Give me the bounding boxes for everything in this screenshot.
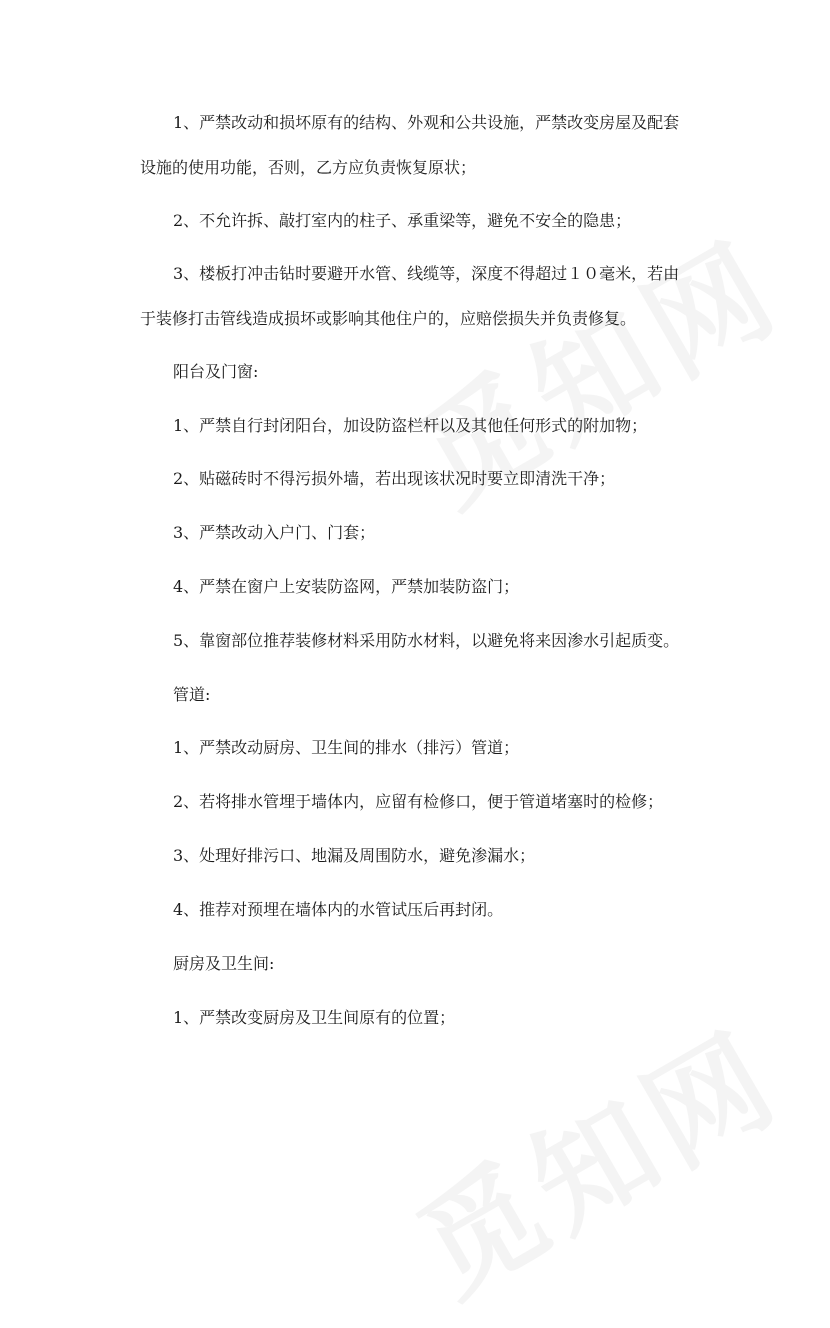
rule-drilling-line-1: 3、楼板打冲击钻时要避开水管、线缆等，深度不得超过１０毫米，若由 xyxy=(173,264,680,283)
section-heading-kitchen: 厨房及卫生间: xyxy=(173,954,275,973)
rule-drilling-line-2: 于装修打击管线造成损坏或影响其他住户的，应赔偿损失并负责修复。 xyxy=(140,309,637,328)
pipe-rule-4: 4、推荐对预埋在墙体内的水管试压后再封闭。 xyxy=(173,900,504,919)
balcony-rule-3: 3、严禁改动入户门、门套； xyxy=(173,523,376,542)
section-heading-balcony: 阳台及门窗: xyxy=(173,362,259,381)
rule-structure-line-1: 1、严禁改动和损坏原有的结构、外观和公共设施，严禁改变房屋及配套 xyxy=(173,113,680,132)
balcony-rule-4: 4、严禁在窗户上安装防盗网，严禁加装防盗门； xyxy=(173,577,520,596)
pipe-rule-2: 2、若将排水管埋于墙体内，应留有检修口，便于管道堵塞时的检修； xyxy=(173,792,664,811)
kitchen-rule-1: 1、严禁改变厨房及卫生间原有的位置； xyxy=(173,1008,456,1027)
pipe-rule-1: 1、严禁改动厨房、卫生间的排水（排污）管道； xyxy=(173,738,520,757)
pipe-rule-3: 3、处理好排污口、地漏及周围防水，避免渗漏水； xyxy=(173,846,536,865)
rule-structure-line-2: 设施的使用功能，否则，乙方应负责恢复原状； xyxy=(140,158,477,177)
balcony-rule-2: 2、贴磁砖时不得污损外墙，若出现该状况时要立即清洗干净； xyxy=(173,469,616,488)
balcony-rule-1: 1、严禁自行封闭阳台，加设防盗栏杆以及其他任何形式的附加物； xyxy=(173,416,648,435)
section-heading-pipes: 管道: xyxy=(173,685,211,704)
balcony-rule-5: 5、靠窗部位推荐装修材料采用防水材料，以避免将来因渗水引起质变。 xyxy=(173,631,680,650)
rule-columns: 2、不允许拆、敲打室内的柱子、承重梁等，避免不安全的隐患； xyxy=(173,211,632,230)
